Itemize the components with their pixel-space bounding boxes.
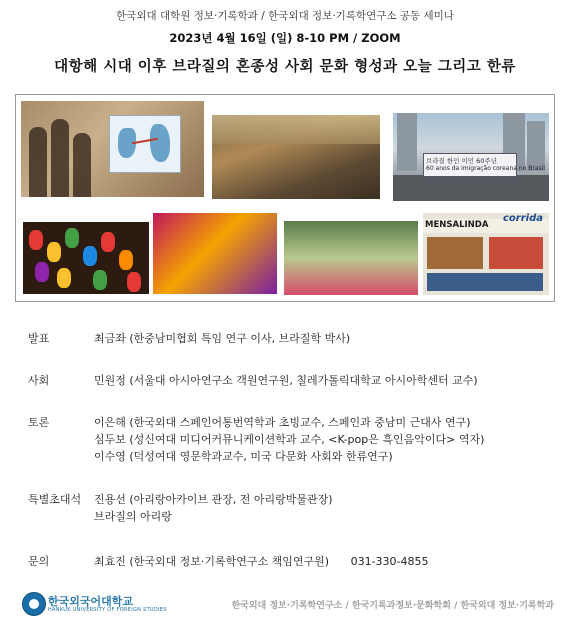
painting-photo [212,115,380,199]
banner-subtext: 60 anos da imigração coreana no Brasil [426,165,545,172]
newspaper-photo [423,213,549,295]
carnival-photo [153,213,277,294]
moderator-name: 민원정 (서울대 아시아연구소 객원연구원, 칠레가톨릭대학교 아시아학센터 교수) [94,374,478,387]
banner-text: 브라질 한인 이민 60주년 [426,157,497,165]
seminar-title: 대항해 시대 이후 브라질의 혼종성 사회 문화 형성과 오늘 그리고 한류 [54,58,516,75]
discussant-1: 이은해 (한국외대 스페인어통번역학과 초빙교수, 스페인과 중남미 근대사 연구) [94,416,471,429]
special-guest-name: 진용선 (아리랑아카이브 관장, 전 아리랑박물관장) [94,493,333,506]
lanterns-photo [23,222,149,294]
figure-shape [73,133,91,197]
seminar-subtitle: 한국외대 대학원 정보·기록학과 / 한국외대 정보·기록학연구소 공동 세미나 [116,10,454,22]
inquiry-contact: 최효진 (한국외대 정보·기록학연구소 책임연구원) [94,555,330,568]
special-guest-label: 특별초대석 [28,493,82,506]
hanbok-photo [284,221,418,295]
figure-shape [29,127,47,197]
discussant-3: 이수영 (덕성여대 영문학과교수, 미국 다문화 사회와 한류연구) [94,450,393,463]
university-name-en: HANKUK UNIVERSITY OF FOREIGN STUDIES [48,607,167,613]
discussion-label: 토론 [28,416,50,429]
figure-shape [51,119,69,197]
discussant-2: 심두보 (성신여대 미디어커뮤니케이션학과 교수, <K-pop은 흑인음악이다> 역자) [94,433,485,446]
inquiry-phone: 031-330-4855 [350,555,429,568]
university-emblem-icon [22,592,46,616]
street-parade-photo [393,113,549,201]
moderator-label: 사회 [28,374,50,387]
university-logo [22,592,167,616]
special-guest-topic: 브라질의 아리랑 [94,510,172,523]
newspaper-masthead: MENSALINDA [425,220,489,230]
university-name: 한국외국어대학교 [48,595,134,608]
organizers: 한국외대 정보·기록학연구소 / 한국기록과정보·문화학회 / 한국외대 정보·기록학과 [231,601,554,611]
event-date: 2023년 4월 16일 (일) 8-10 PM / ZOOM [169,31,401,45]
map-inset [109,115,181,173]
newspaper-logo: corrida [503,213,543,224]
presenter-label: 발표 [28,332,50,345]
photo-collage [15,94,555,302]
historical-map-photo [21,101,204,197]
presenter-name: 최금좌 (한중남미협회 특임 연구 이사, 브라질학 박사) [94,332,351,345]
inquiry-label: 문의 [28,555,50,568]
